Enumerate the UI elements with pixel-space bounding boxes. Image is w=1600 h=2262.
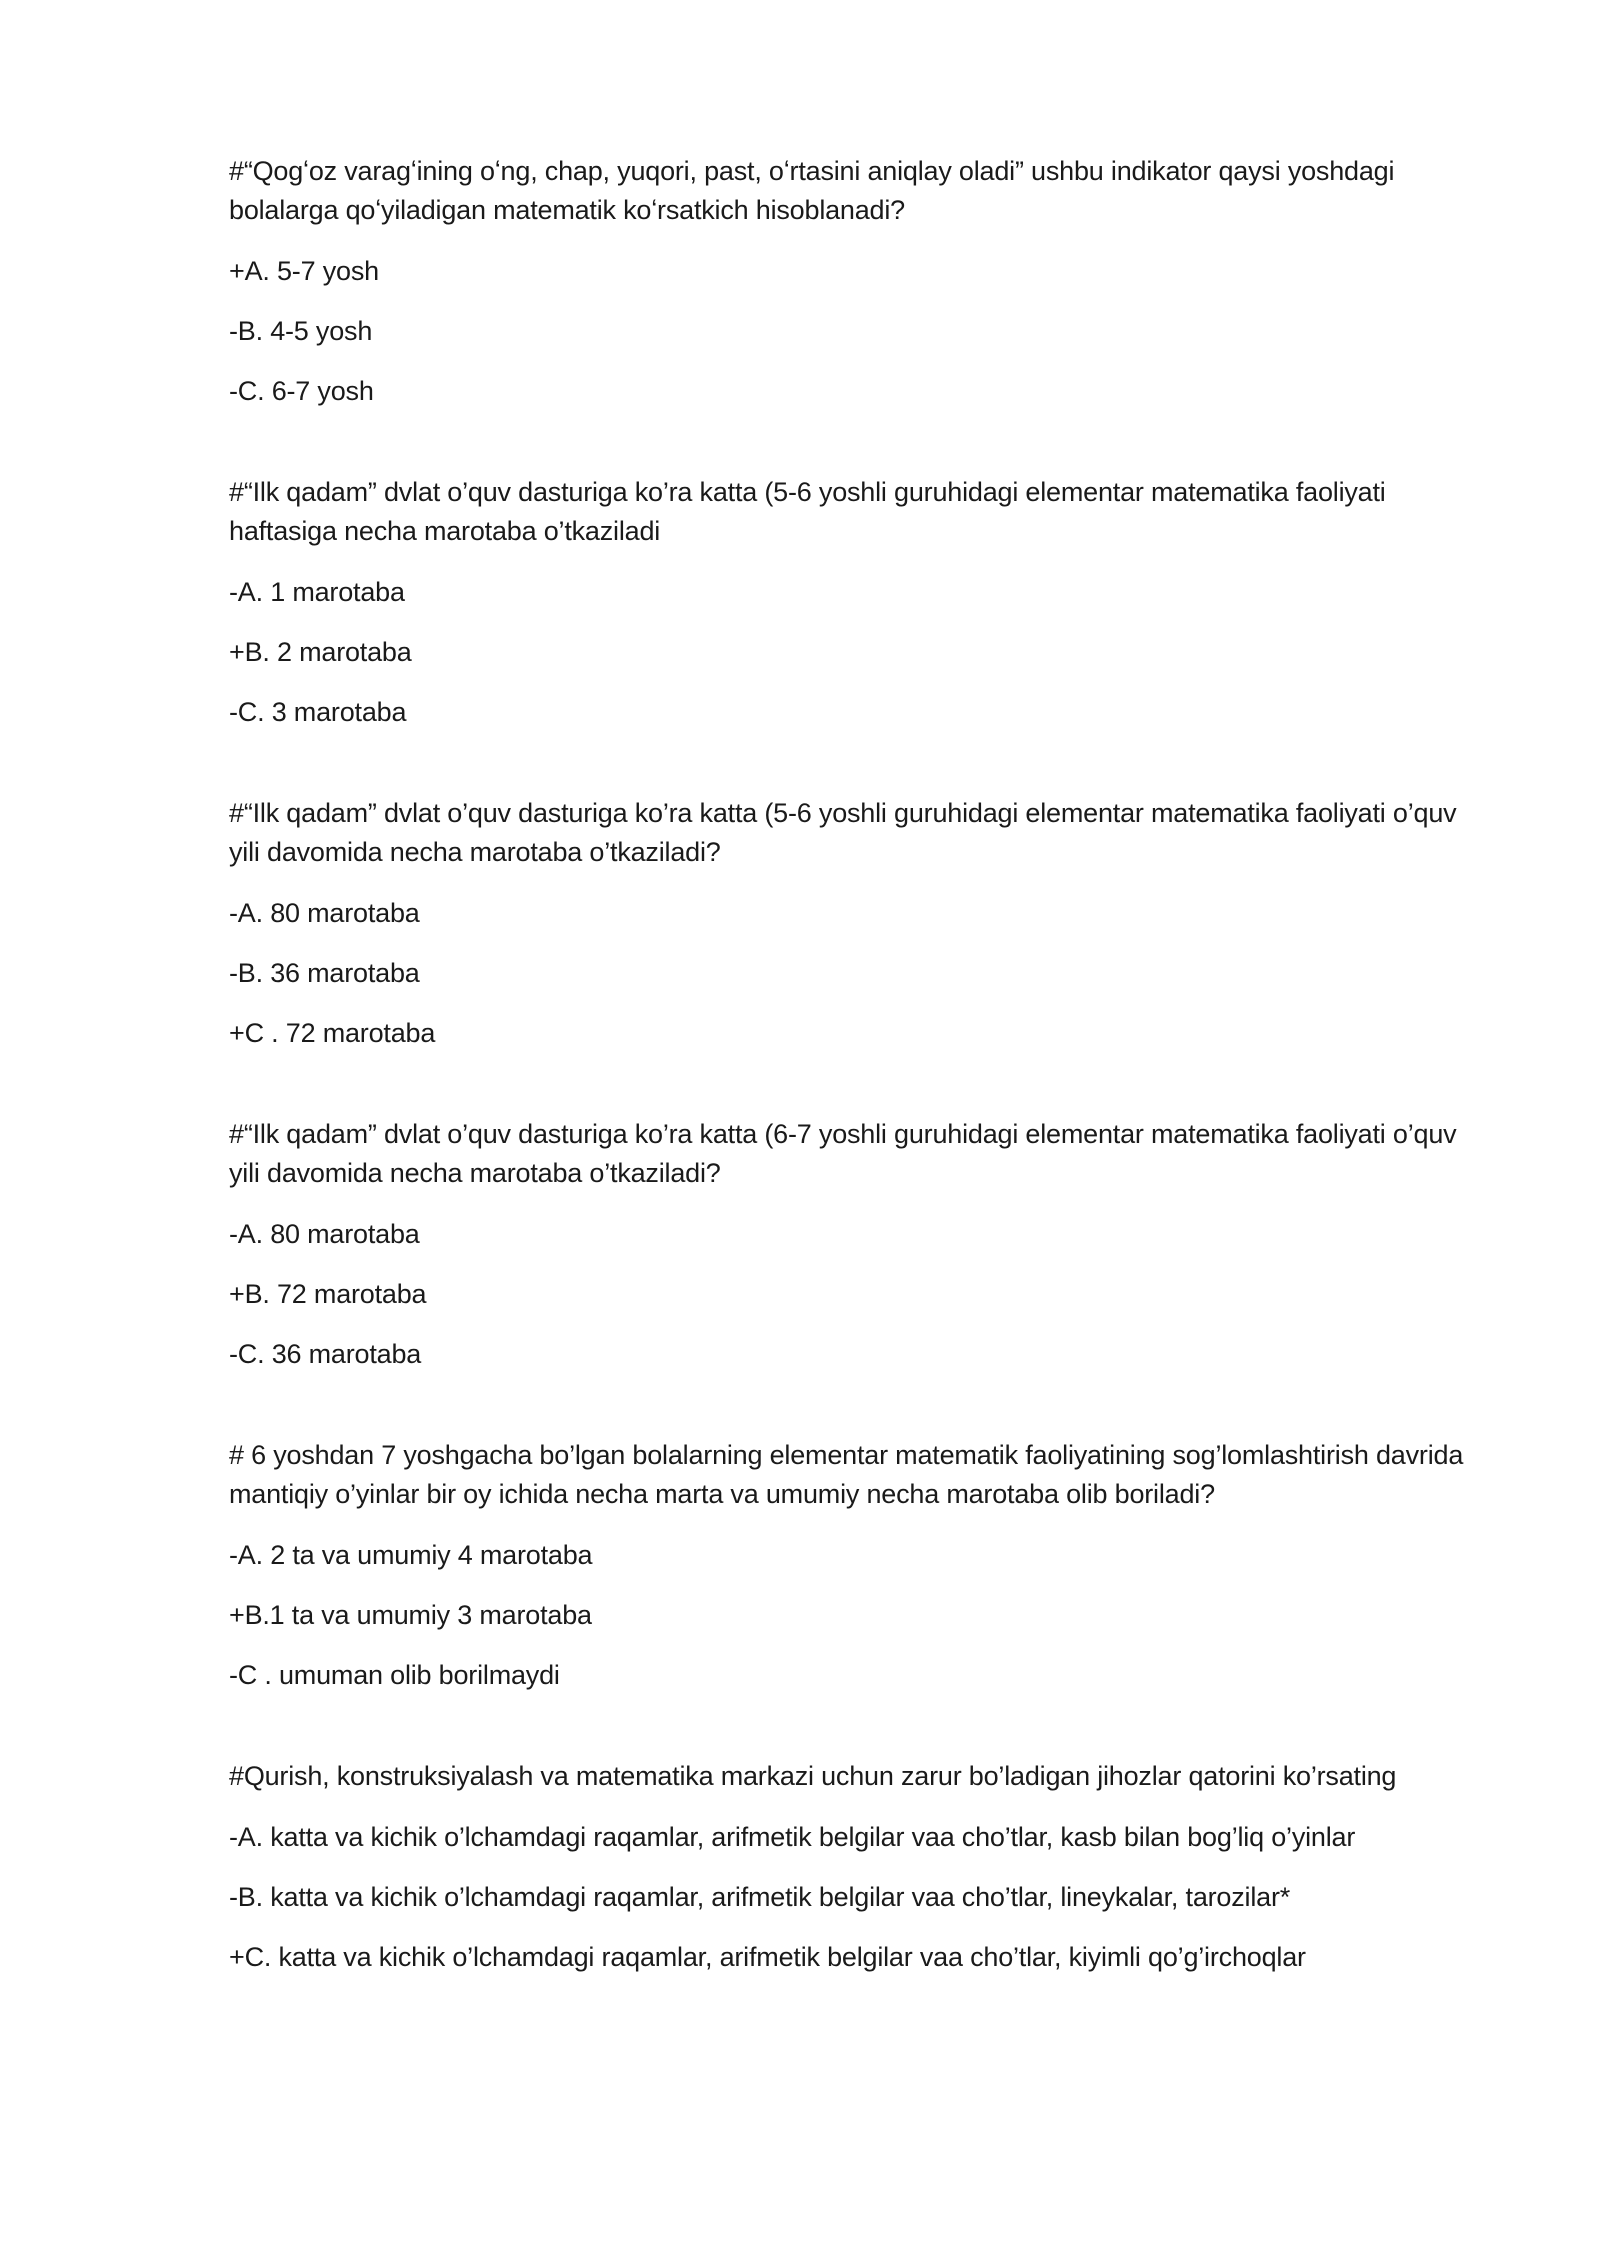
question-text: #“Ilk qadam” dvlat o’quv dasturiga ko’ra katta (5-6 yoshli guruhidagi elementar matematika faoliyati o’quv yili davomida necha marotaba o’tkaziladi? bbox=[229, 798, 1457, 867]
question-block bbox=[229, 1757, 1469, 1977]
answer-option: +B.1 ta va umumiy 3 marotaba bbox=[229, 1600, 592, 1630]
answer-option: -A. 2 ta va umumiy 4 marotaba bbox=[229, 1540, 593, 1570]
answer-option: +B. 72 marotaba bbox=[229, 1279, 427, 1309]
answer-option: +C . 72 marotaba bbox=[229, 1018, 436, 1048]
question-text: #Qurish, konstruksiyalash va matematika markazi uchun zarur bo’ladigan jihozlar qatorini ko’rsating bbox=[229, 1761, 1397, 1791]
answer-option: +A. 5-7 yosh bbox=[229, 256, 379, 286]
answer-option: -B. 36 marotaba bbox=[229, 958, 420, 988]
document-content bbox=[229, 152, 1469, 1977]
question-text: #“Qogʻoz varagʻining oʻng, chap, yuqori, past, oʻrtasini aniqlay oladi” ushbu indikator qaysi yoshdagi bolalarga qoʻyiladigan matematik koʻrsatkich hisoblanadi? bbox=[229, 156, 1395, 225]
question-text: # 6 yoshdan 7 yoshgacha bo’lgan bolalarning elementar matematik faoliyatining sog’lomlashtirish davrida mantiqiy o’yinlar bir oy ichida necha marta va umumiy necha marotaba olib boriladi? bbox=[229, 1440, 1464, 1509]
answer-option: -A. 80 marotaba bbox=[229, 1219, 420, 1249]
answer-option: +C. katta va kichik o’lchamdagi raqamlar, arifmetik belgilar vaa cho’tlar, kiyimli qo’g’irchoqlar bbox=[229, 1942, 1306, 1972]
answer-option: -A. katta va kichik o’lchamdagi raqamlar, arifmetik belgilar vaa cho’tlar, kasb bilan bog’liq o’yinlar bbox=[229, 1822, 1356, 1852]
answer-option: -C. 3 marotaba bbox=[229, 697, 407, 727]
answer-option: -C. 6-7 yosh bbox=[229, 376, 374, 406]
answer-option: -B. 4-5 yosh bbox=[229, 316, 373, 346]
question-block bbox=[229, 794, 1469, 1053]
answer-option: -A. 80 marotaba bbox=[229, 898, 420, 928]
question-block bbox=[229, 152, 1469, 411]
question-block bbox=[229, 1115, 1469, 1374]
question-block bbox=[229, 473, 1469, 732]
answer-option: -B. katta va kichik o’lchamdagi raqamlar, arifmetik belgilar vaa cho’tlar, lineykalar, tarozilar* bbox=[229, 1882, 1291, 1912]
answer-option: -C. 36 marotaba bbox=[229, 1339, 422, 1369]
answer-option: -A. 1 marotaba bbox=[229, 577, 405, 607]
answer-option: +B. 2 marotaba bbox=[229, 637, 412, 667]
question-block bbox=[229, 1436, 1469, 1695]
answer-option: -C . umuman olib borilmaydi bbox=[229, 1660, 560, 1690]
question-text: #“Ilk qadam” dvlat o’quv dasturiga ko’ra katta (5-6 yoshli guruhidagi elementar matematika faoliyati haftasiga necha marotaba o’tkaziladi bbox=[229, 477, 1386, 546]
question-text: #“Ilk qadam” dvlat o’quv dasturiga ko’ra katta (6-7 yoshli guruhidagi elementar matematika faoliyati o’quv yili davomida necha marotaba o’tkaziladi? bbox=[229, 1119, 1457, 1188]
